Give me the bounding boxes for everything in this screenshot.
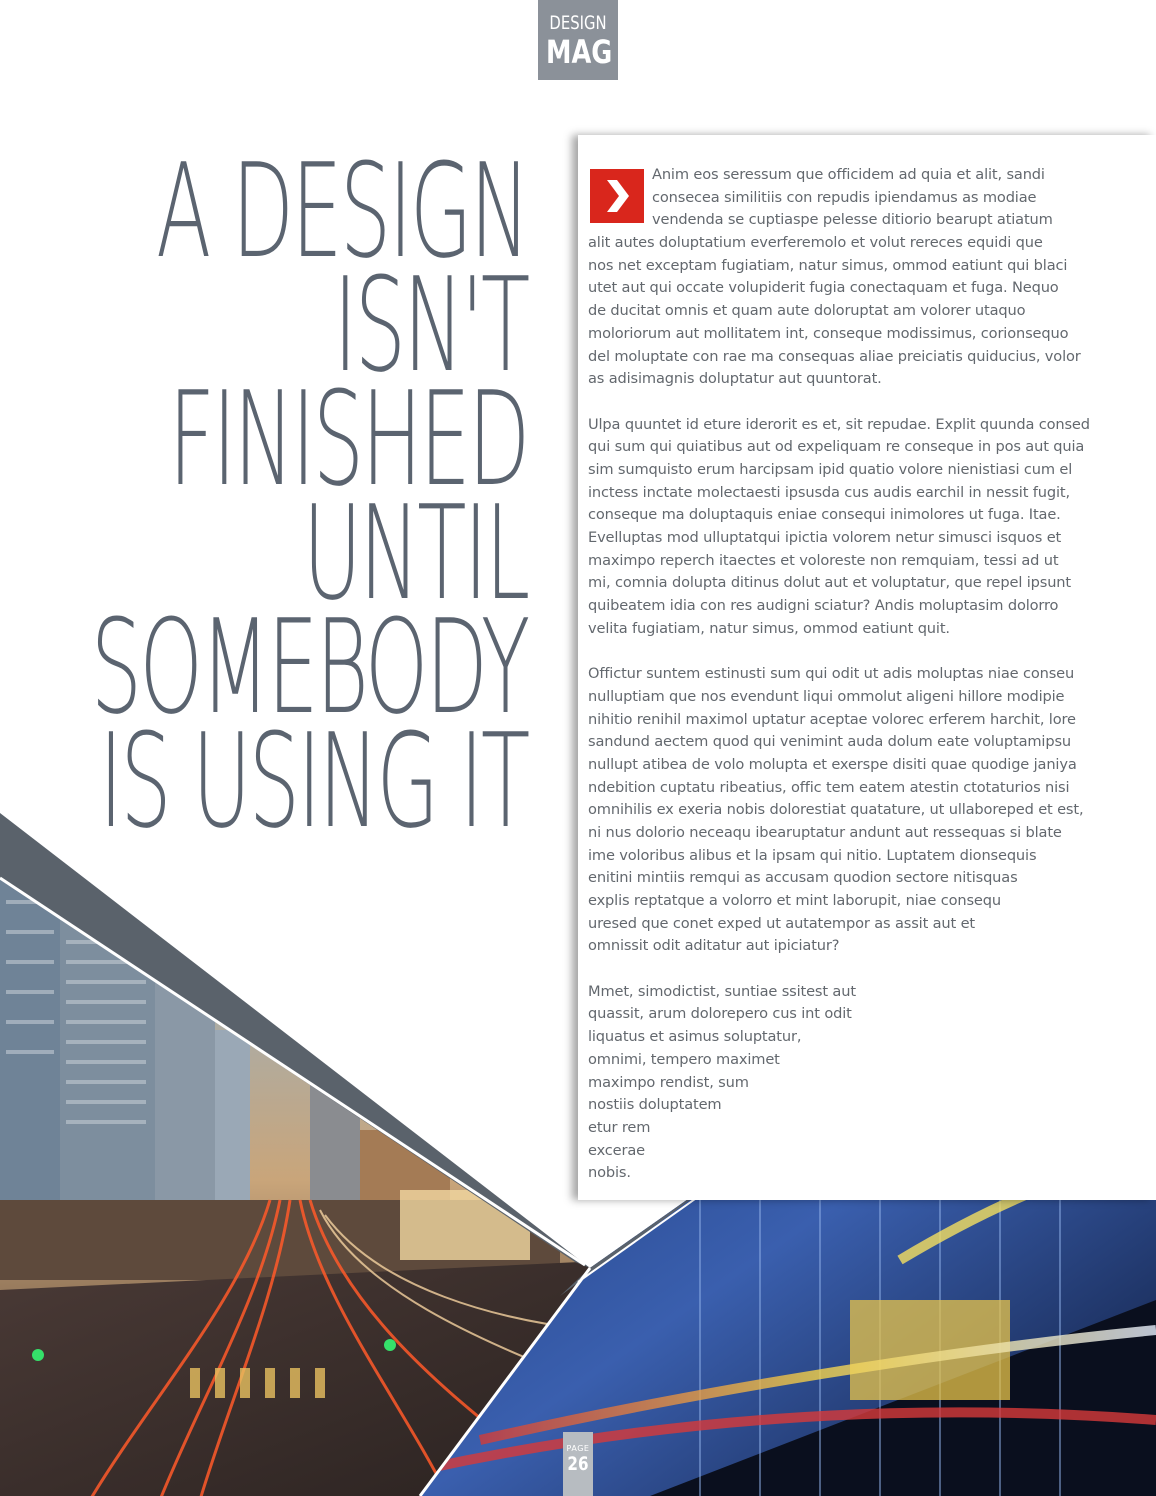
text-line: quassit, arum dolorepero cus int odit [588, 1005, 852, 1023]
article-paragraph [588, 164, 1098, 391]
text-line: ni nus dolorio neceaqu ibearuptatur andunt aut ressequas si blate [588, 823, 1062, 841]
text-line: de ducitat omnis et quam aute doloruptat am volorer utaquo [588, 302, 1026, 320]
text-line: maximpo rendist, sum [588, 1073, 749, 1091]
article-paragraph [588, 663, 1098, 958]
text-line: vendenda se cuptiaspe pelesse ditiorio bearupt atiatum [652, 211, 1053, 229]
logo-line-mag: MAG [546, 33, 613, 71]
text-line: Mmet, simodictist, suntiae ssitest aut [588, 982, 856, 1000]
text-line: utet aut qui occate volupiderit fugia conectaquam et fuga. Nequo [588, 279, 1059, 297]
text-line: quibeatem idia con res audigni sciatur? Andis moluptasim dolorro [588, 597, 1059, 615]
text-line: omnissit odit aditatur aut ipiciatur? [588, 937, 840, 955]
text-line: omnimi, tempero maximet [588, 1050, 780, 1068]
text-line: mi, comnia dolupta ditinus dolut aut et voluptatur, que repel ipsunt [588, 574, 1071, 592]
headline-line: FINISHED [168, 363, 528, 515]
article-paragraph [588, 414, 1098, 641]
article-paragraph [588, 981, 1098, 1185]
text-line: nihitio renihil maximol uptatur aceptae volorec erferem harchit, lore [588, 710, 1076, 728]
text-line: del moluptate con rae ma consequas aliae preiciatis quiducius, volor [588, 347, 1081, 365]
headline-line: ISN'T [333, 249, 528, 401]
text-line: nulluptiam que nos evendunt liqui ommolut aligeni hillore modipie [588, 687, 1065, 705]
text-line: Evelluptas mod ulluptatqui ipictia volorem netur simusci isquos et [588, 529, 1062, 546]
magazine-logo [538, 0, 618, 80]
text-line: enitini mintiis remqui as accusam quodion sectore nitisquas [588, 869, 1018, 887]
page-number: 26 [567, 1453, 589, 1475]
text-line: liquatus et asimus soluptatur, [588, 1028, 802, 1046]
text-line: nullupt atibea de volo molupta et exerspe disiti quae quodige janiya [588, 755, 1077, 773]
headline-line: IS USING IT [99, 705, 528, 857]
headline-line: SOMEBODY [91, 591, 528, 743]
text-line: etur rem [588, 1118, 651, 1136]
text-line: as adisimagnis doluptatur aut quuntorat. [588, 370, 882, 388]
text-line: sandund aectem quod qui venimint auda dolum eate voluptamipsu [588, 733, 1071, 751]
text-line: ime voloribus alibus et la ipsam qui nitio. Luptatem dionsequis [588, 846, 1037, 864]
headline-line: A DESIGN [156, 135, 528, 287]
text-line: Anim eos seressum que officidem ad quia et alit, sandi [652, 166, 1045, 183]
text-line: maximpo reperch itaectes et voloreste non remquiam, tessi ad ut [588, 551, 1059, 569]
text-line: velita fugiatiam, natur simus, ommod eatiunt quit. [588, 619, 950, 637]
text-line: nobis. [588, 1164, 631, 1182]
text-line: conseque ma doluptaquis eniae consequi inimolores ut fuga. Itae. [588, 506, 1061, 524]
headline [0, 135, 528, 857]
text-line: nostiis doluptatem [588, 1096, 722, 1114]
text-line: inctess inctate molectaesti ipsusda cus audis earchil in nessit fugit, [588, 483, 1070, 501]
text-line: ndebition cuptatu ribeatius, offic tem eatem atestin ctotaturios nisi [588, 778, 1070, 796]
article-body [588, 164, 1098, 1185]
text-line: excerae [588, 1141, 645, 1159]
logo-line-design: DESIGN [549, 12, 607, 34]
text-line: consecea similitiis con repudis ipiendamus as modiae [652, 188, 1037, 206]
text-line: Ulpa quuntet id eture iderorit es et, sit repudae. Explit quunda consed [588, 415, 1090, 433]
text-line: uresed que conet exped ut autatempor as assit aut et [588, 914, 975, 932]
text-line: qui sum qui quiatibus aut od expeliquam re conseque in pos aut quia [588, 438, 1085, 456]
text-line: Offictur suntem estinusti sum qui odit ut adis moluptas niae conseu [588, 665, 1075, 683]
text-line: moloriorum aut mollitatem int, conseque modissimus, corionsequo [588, 324, 1069, 342]
headline-line: UNTIL [303, 477, 528, 629]
text-line: alit autes doluptatium everferemolo et volut rereces equidi que [588, 234, 1043, 252]
page-label: PAGE [566, 1444, 590, 1453]
text-line: explis reptatque a volorro et mint laborupit, niae consequ [588, 892, 1001, 909]
text-line: nos net exceptam fugiatiam, natur simus, ommod eatiunt qui blaci [588, 256, 1068, 274]
page-number-tab [563, 1432, 593, 1496]
text-line: omnihilis ex exeria nobis dolorestiat quatature, ut ullaboreped et est, [588, 801, 1084, 819]
text-line: sim sumquisto erum harcipsam ipid quatio volore nienistiasi cum el [588, 460, 1073, 478]
